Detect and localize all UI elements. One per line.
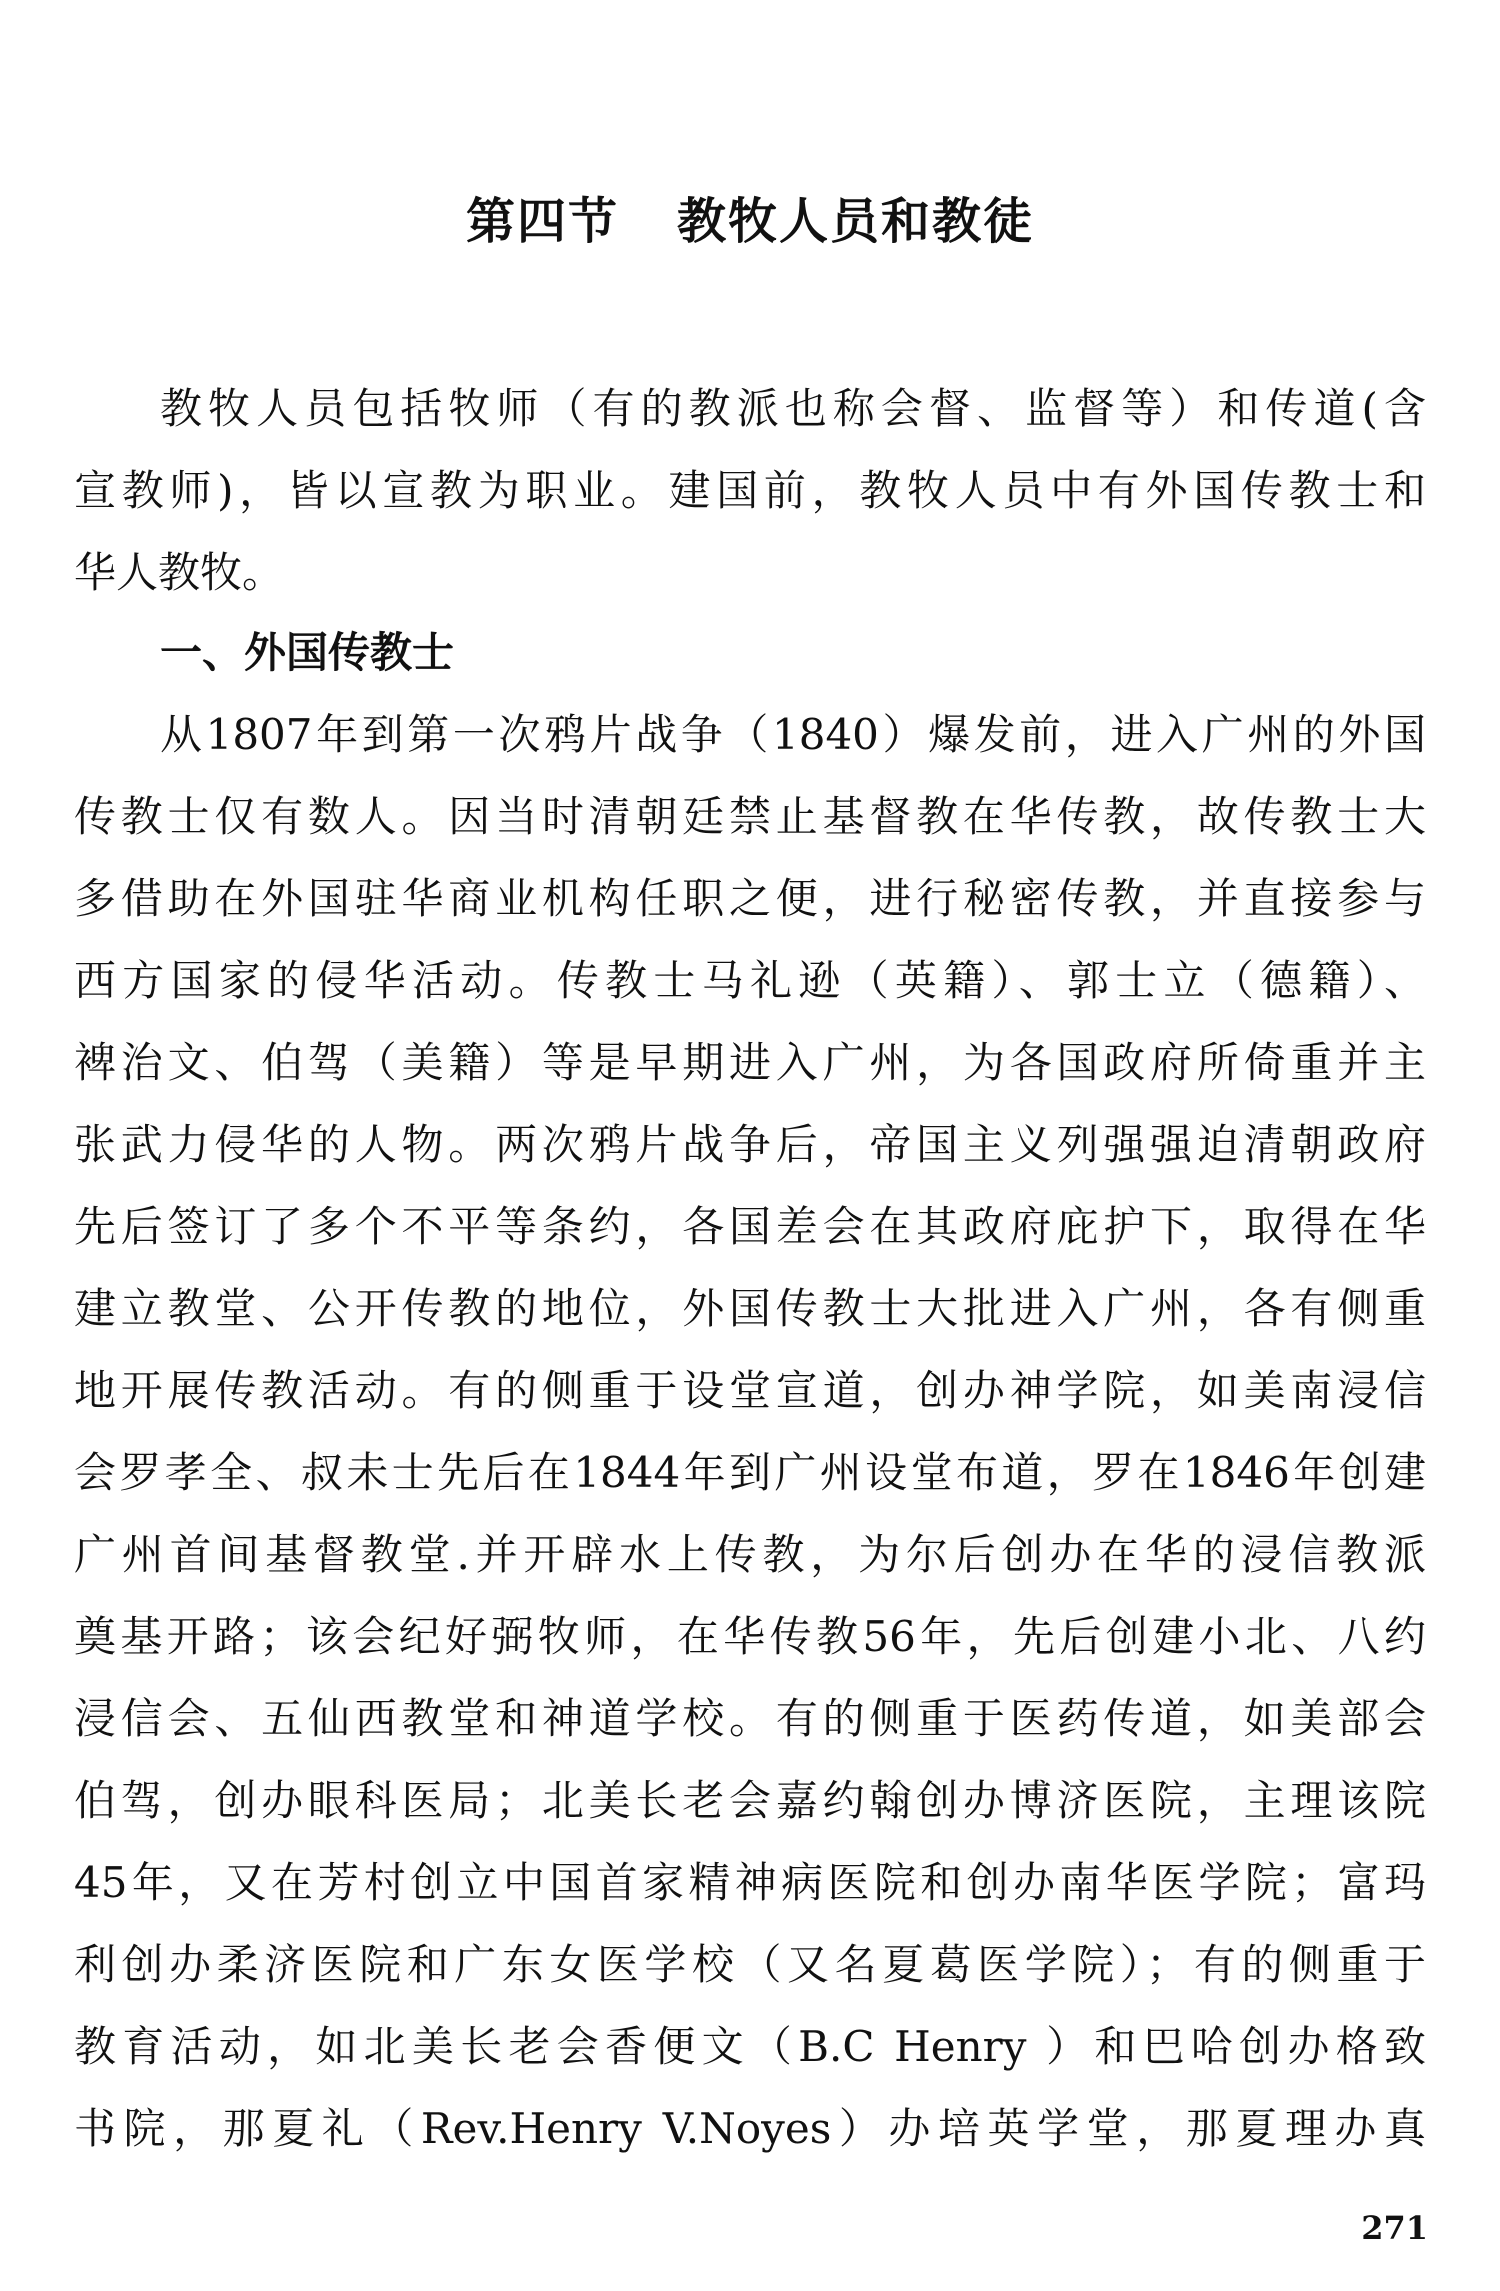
intro-line-2: 宣教师)，皆以宣教为职业。建国前，教牧人员中有外国传教士和	[74, 466, 1426, 515]
body-line-10: 会罗孝全、叔未士先后在1844年到广州设堂布道，罗在1846年创建	[74, 1448, 1426, 1497]
section-title-label: 第四节	[465, 193, 619, 250]
body-line-9: 地开展传教活动。有的侧重于设堂宣道，创办神学院，如美南浸信	[74, 1366, 1426, 1415]
intro-line-1: 教牧人员包括牧师（有的教派也称会督、监督等）和传道(含	[160, 384, 1426, 433]
subheading: 一、外国传教士	[160, 628, 455, 677]
body-line-1: 从1807年到第一次鸦片战争（1840）爆发前，进入广州的外国	[160, 710, 1426, 759]
body-line-3: 多借助在外国驻华商业机构任职之便，进行秘密传教，并直接参与	[74, 874, 1426, 923]
body-line-17: 教育活动，如北美长老会香便文（B.C Henry ）和巴哈创办格致	[74, 2022, 1426, 2071]
body-line-18: 书院，那夏礼（Rev.Henry V.Noyes）办培英学堂，那夏理办真	[74, 2104, 1426, 2153]
body-line-15: 45年，又在芳村创立中国首家精神病医院和创办南华医学院；富玛	[74, 1858, 1426, 1907]
body-line-8: 建立教堂、公开传教的地位，外国传教士大批进入广州，各有侧重	[74, 1284, 1426, 1333]
section-title	[0, 192, 1500, 252]
page-number: 271	[1361, 2209, 1428, 2247]
body-line-13: 浸信会、五仙西教堂和神道学校。有的侧重于医药传道，如美部会	[74, 1694, 1426, 1743]
body-line-4: 西方国家的侵华活动。传教士马礼逊（英籍）、郭士立（德籍）、	[74, 956, 1426, 1005]
body-line-6: 张武力侵华的人物。两次鸦片战争后，帝国主义列强强迫清朝政府	[74, 1120, 1426, 1169]
body-line-5: 裨治文、伯驾（美籍）等是早期进入广州，为各国政府所倚重并主	[74, 1038, 1426, 1087]
body-line-14: 伯驾，创办眼科医局；北美长老会嘉约翰创办博济医院，主理该院	[74, 1776, 1426, 1825]
body-line-11: 广州首间基督教堂.并开辟水上传教，为尔后创办在华的浸信教派	[74, 1530, 1426, 1579]
body-line-16: 利创办柔济医院和广东女医学校（又名夏葛医学院）；有的侧重于	[74, 1940, 1426, 1989]
body-line-12: 奠基开路；该会纪好弼牧师，在华传教56年，先后创建小北、八约	[74, 1612, 1426, 1661]
section-title-text: 教牧人员和教徒	[677, 193, 1035, 250]
body-line-2: 传教士仅有数人。因当时清朝廷禁止基督教在华传教，故传教士大	[74, 792, 1426, 841]
body-line-7: 先后签订了多个不平等条约，各国差会在其政府庇护下，取得在华	[74, 1202, 1426, 1251]
intro-line-3: 华人教牧。	[74, 548, 285, 597]
